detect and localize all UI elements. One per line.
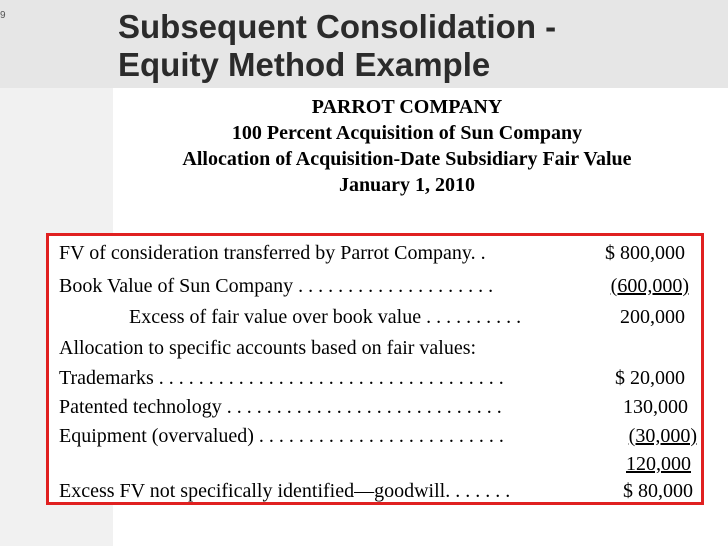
row-amount: (30,000) bbox=[628, 425, 697, 447]
schedule-description: Allocation of Acquisition-Date Subsidiary Fair Value bbox=[182, 148, 632, 170]
row-allocation-heading bbox=[59, 334, 699, 362]
row-label: FV of consideration transferred by Parrot Company. . bbox=[59, 242, 486, 264]
row-label: Equipment (overvalued) . . . . . . . . . . . . . . . . . . . . . . . . . bbox=[59, 425, 504, 447]
row-amount: (600,000) bbox=[610, 275, 689, 297]
row-label: Allocation to specific accounts based on fair values: bbox=[59, 337, 477, 359]
slide-number: 9 bbox=[0, 10, 6, 21]
row-amount: $ 20,000 bbox=[615, 367, 685, 389]
schedule-heading bbox=[113, 94, 701, 198]
row-fv-consideration bbox=[59, 239, 699, 267]
schedule-subtitle: 100 Percent Acquisition of Sun Company bbox=[231, 122, 583, 144]
row-subtotal bbox=[59, 450, 699, 478]
row-excess bbox=[59, 303, 699, 331]
row-label: Excess of fair value over book value . . . . . . . . . . bbox=[129, 306, 522, 328]
row-trademarks bbox=[59, 364, 699, 392]
row-book-value bbox=[59, 272, 699, 300]
row-patented-technology bbox=[59, 393, 699, 421]
row-goodwill bbox=[59, 477, 699, 505]
row-amount: 120,000 bbox=[626, 453, 691, 475]
row-label: Excess FV not specifically identified—goodwill. . . . . . . bbox=[59, 480, 511, 502]
row-amount: $ 800,000 bbox=[605, 242, 685, 264]
row-amount: 200,000 bbox=[620, 306, 685, 328]
row-label: Trademarks . . . . . . . . . . . . . . . . . . . . . . . . . . . . . . . . . . . bbox=[59, 367, 504, 389]
row-label: Book Value of Sun Company . . . . . . . . . . . . . . . . . . . . bbox=[59, 275, 494, 297]
row-amount: $ 80,000 bbox=[623, 480, 693, 502]
slide-title-line-1: Subsequent Consolidation - bbox=[118, 8, 557, 45]
row-equipment bbox=[59, 422, 699, 450]
slide-title bbox=[118, 8, 718, 84]
company-name: PARROT COMPANY bbox=[311, 96, 503, 118]
row-amount: 130,000 bbox=[623, 396, 688, 418]
slide-title-line-2: Equity Method Example bbox=[118, 46, 491, 83]
row-label: Patented technology . . . . . . . . . . . . . . . . . . . . . . . . . . . . bbox=[59, 396, 502, 418]
schedule-date: January 1, 2010 bbox=[338, 174, 476, 196]
